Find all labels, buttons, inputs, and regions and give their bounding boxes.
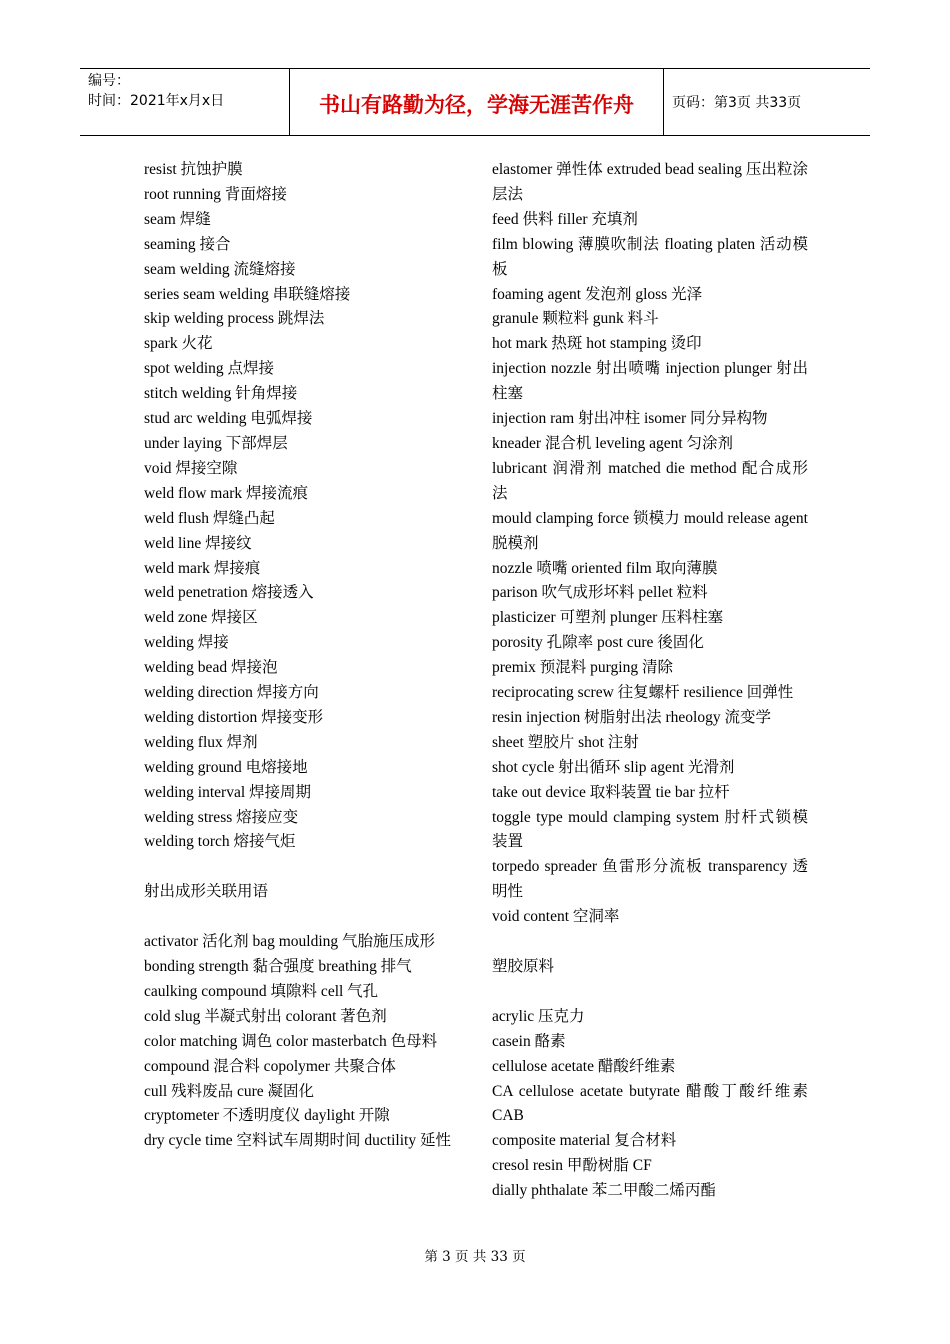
glossary-entry: 射出成形关联用语: [144, 883, 269, 901]
glossary-left-column: [144, 158, 462, 1154]
glossary-entry: cellulose acetate 醋酸纤维素: [492, 1057, 676, 1075]
glossary-entry: welding torch 熔接气炬: [144, 833, 296, 851]
glossary-entry: color matching 调色 color masterbatch 色母料: [144, 1032, 438, 1050]
glossary-entry: kneader 混合机 leveling agent 匀涂剂: [492, 434, 734, 452]
glossary-entry: premix 预混料 purging 清除: [492, 659, 673, 677]
glossary-entry: stitch welding 针角焊接: [144, 385, 298, 403]
header-motto: 书山有路勤为径，学海无涯苦作舟: [290, 69, 664, 135]
glossary-entry: casein 酪素: [492, 1032, 566, 1050]
glossary-entry: activator 活化剂 bag moulding 气胎施压成形: [144, 933, 436, 951]
glossary-entry: seam 焊缝: [144, 210, 211, 228]
glossary-entry: under laying 下部焊层: [144, 434, 288, 452]
glossary-entry: cryptometer 不透明度仪 daylight 开隙: [144, 1107, 390, 1125]
glossary-entry: cresol resin 甲酚树脂 CF: [492, 1157, 652, 1175]
glossary-entry: granule 颗粒料 gunk 料斗: [492, 310, 659, 328]
header-page-number: 页码：第3页 共33页: [672, 95, 802, 111]
glossary-entry: sheet 塑胶片 shot 注射: [492, 733, 639, 751]
glossary-entry: weld zone 焊接区: [144, 609, 258, 627]
glossary-entry: weld mark 焊接痕: [144, 559, 261, 577]
glossary-entry: weld flow mark 焊接流痕: [144, 484, 309, 502]
glossary-entry: caulking compound 填隙料 cell 气孔: [144, 982, 379, 1000]
glossary-entry: welding direction 焊接方向: [144, 684, 319, 702]
glossary-entry: welding interval 焊接周期: [144, 783, 312, 801]
glossary-entry: void content 空洞率: [492, 908, 620, 926]
glossary-entry: nozzle 喷嘴 oriented film 取向薄膜: [492, 559, 718, 577]
glossary-entry: porosity 孔隙率 post cure 後固化: [492, 634, 704, 652]
glossary-entry: shot cycle 射出循环 slip agent 光滑剂: [492, 758, 735, 776]
glossary-entry: resist 抗蚀护膜: [144, 161, 243, 178]
glossary-entry: welding flux 焊剂: [144, 733, 258, 751]
spacer: [492, 930, 808, 955]
glossary-entry: CA cellulose acetate butyrate 醋酸丁酸纤维素 CAB: [492, 1082, 808, 1125]
spacer: [492, 980, 808, 1005]
glossary-entry: hot mark 热斑 hot stamping 烫印: [492, 335, 702, 353]
spacer: [144, 905, 462, 930]
glossary-entry: dry cycle time 空料试车周期时间 ductility 延性: [144, 1132, 451, 1150]
document-date-label: 时间：2021年x月x日: [88, 93, 225, 109]
glossary-entry: spot welding 点焊接: [144, 360, 275, 378]
glossary-entry: weld flush 焊缝凸起: [144, 509, 275, 527]
glossary-entry: seam welding 流缝熔接: [144, 260, 296, 278]
page-header: [80, 68, 870, 136]
glossary-entry: root running 背面熔接: [144, 185, 287, 203]
glossary-entry: injection ram 射出冲柱 isomer 同分异构物: [492, 410, 768, 428]
glossary-entry: feed 供料 filler 充填剂: [492, 210, 638, 228]
glossary-entry: take out device 取料装置 tie bar 拉杆: [492, 783, 730, 801]
glossary-entry: spark 火花: [144, 335, 213, 353]
glossary-entry: torpedo spreader 鱼雷形分流板 transparency 透明性: [492, 858, 808, 901]
glossary-entry: welding bead 焊接泡: [144, 659, 278, 677]
glossary-entry: bonding strength 黏合强度 breathing 排气: [144, 957, 412, 975]
glossary-entry: mould clamping force 锁模力 mould release agent 脱模剂: [492, 509, 808, 552]
glossary-entry: reciprocating screw 往复螺杆 resilience 回弹性: [492, 684, 794, 702]
glossary-entry: 塑胶原料: [492, 957, 555, 975]
glossary-entry: weld line 焊接纹: [144, 534, 252, 552]
header-meta: [80, 69, 290, 135]
glossary-entry: elastomer 弹性体 extruded bead sealing 压出粒涂层法: [492, 161, 808, 203]
document-number-label: 编号：: [88, 73, 130, 89]
glossary-entry: resin injection 树脂射出法 rheology 流变学: [492, 708, 771, 726]
glossary-entry: skip welding process 跳焊法: [144, 310, 325, 328]
glossary-entry: film blowing 薄膜吹制法 floating platen 活动模板: [492, 235, 808, 278]
glossary-entry: welding stress 熔接应变: [144, 808, 299, 826]
glossary-entry: cull 残料废品 cure 凝固化: [144, 1082, 315, 1100]
glossary-entry: welding distortion 焊接变形: [144, 708, 324, 726]
glossary-entry: series seam welding 串联缝熔接: [144, 285, 351, 303]
glossary-entry: weld penetration 熔接透入: [144, 584, 314, 602]
glossary-entry: injection nozzle 射出喷嘴 injection plunger 射出柱塞: [492, 360, 808, 403]
glossary-entry: lubricant 润滑剂 matched die method 配合成形法: [492, 459, 808, 502]
glossary-entry: seaming 接合: [144, 235, 231, 253]
glossary-right-column: [492, 158, 808, 1204]
glossary-entry: acrylic 压克力: [492, 1007, 585, 1025]
glossary-entry: welding ground 电熔接地: [144, 758, 308, 776]
page-footer: 第 3 页 共 33 页: [424, 1249, 526, 1265]
glossary-entry: parison 吹气成形坏料 pellet 粒料: [492, 584, 708, 602]
glossary-entry: composite material 复合材料: [492, 1132, 677, 1150]
glossary-entry: cold slug 半凝式射出 colorant 著色剂: [144, 1007, 387, 1025]
glossary-entry: foaming agent 发泡剂 gloss 光泽: [492, 285, 703, 303]
glossary-entry: welding 焊接: [144, 634, 229, 652]
spacer: [144, 855, 462, 880]
glossary-entry: void 焊接空隙: [144, 459, 238, 477]
glossary-entry: toggle type mould clamping system 肘杆式锁模装置: [492, 808, 808, 851]
glossary-entry: dially phthalate 苯二甲酸二烯丙酯: [492, 1182, 716, 1200]
glossary-entry: stud arc welding 电弧焊接: [144, 410, 313, 428]
glossary-entry: compound 混合料 copolymer 共聚合体: [144, 1057, 396, 1075]
glossary-entry: plasticizer 可塑剂 plunger 压料柱塞: [492, 609, 724, 627]
